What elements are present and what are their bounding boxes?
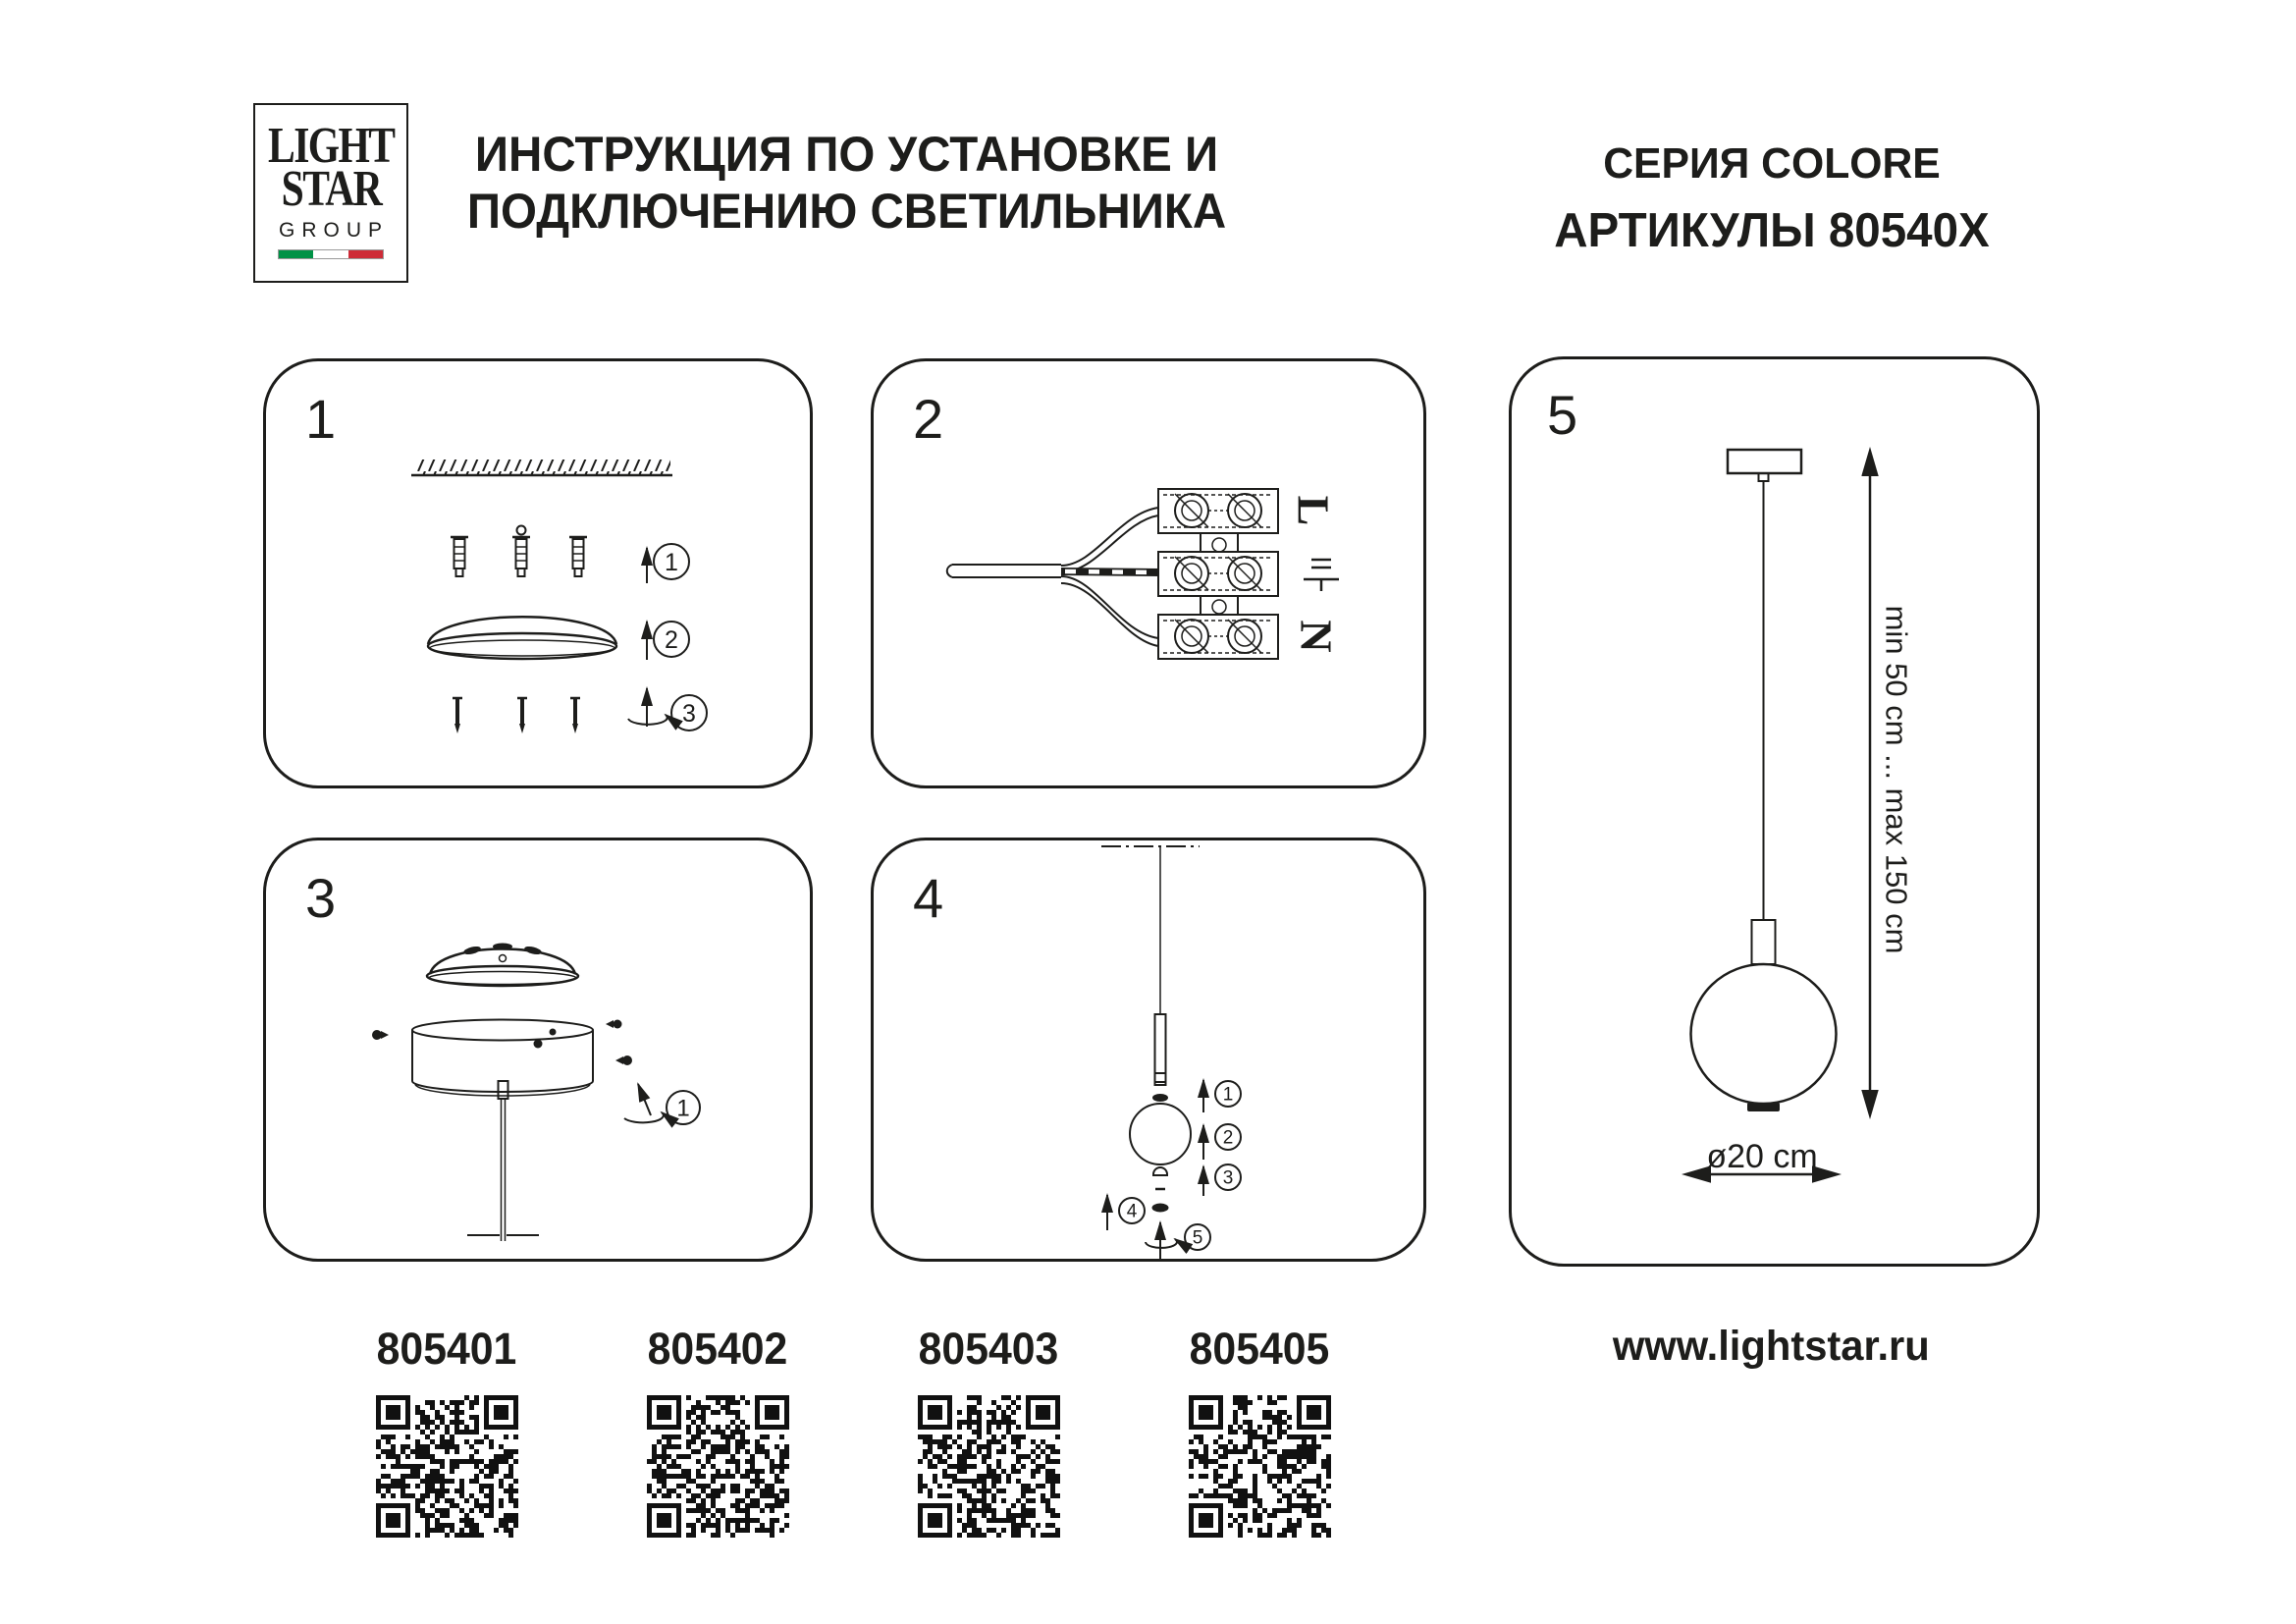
step-1-rotate-arrow: [624, 1084, 700, 1124]
panel-2-number: 2: [913, 388, 944, 450]
power-cable: [947, 508, 1160, 646]
panel-step-2: [871, 358, 1426, 788]
logo-word-group: GROUP: [278, 219, 389, 242]
logo-word-star: STAR: [281, 161, 381, 217]
article-column-2: [610, 1324, 826, 1538]
qr-code: [376, 1395, 518, 1538]
flag-green: [279, 250, 313, 258]
ground-symbol: [1304, 560, 1339, 591]
article-number: 805405: [1189, 1324, 1330, 1374]
series-header: [1534, 139, 2010, 258]
panel-1-diagram: [266, 361, 810, 785]
suspension-assembly: [1130, 847, 1191, 1213]
terminal-row-L: [1158, 489, 1278, 533]
panel-4-number: 4: [913, 867, 944, 929]
website-url: www.lightstar.ru: [1612, 1323, 1930, 1370]
panel-4-assembly-diagram: [874, 840, 1423, 1259]
panel-step-5: [1509, 356, 2040, 1267]
canopy-cover: [427, 944, 578, 987]
lamp-body: [412, 1020, 593, 1097]
ceiling-hatch: [411, 460, 672, 475]
step-1-arrow: [647, 544, 689, 583]
title-line-2: ПОДКЛЮЧЕНИЮ СВЕТИЛЬНИКА: [466, 184, 1227, 239]
step-5-rotate-arrow: [1146, 1222, 1210, 1259]
series-articles: АРТИКУЛЫ 80540X: [1554, 204, 1990, 257]
svg-text:1: 1: [665, 549, 678, 576]
pendant-lamp-drawing: [1691, 450, 1837, 1111]
diameter-label: ø20 cm: [1706, 1138, 1818, 1175]
panel-step-4: [871, 838, 1426, 1262]
panel-step-3: [263, 838, 813, 1262]
step-3-rotate-arrow: [628, 688, 707, 731]
panel-2-wiring-diagram: [874, 361, 1423, 785]
svg-text:5: 5: [1192, 1227, 1203, 1249]
lightstar-logo: [253, 103, 408, 283]
series-name: СЕРИЯ COLORE: [1603, 139, 1941, 188]
panel-step-1: [263, 358, 813, 788]
svg-text:3: 3: [1222, 1167, 1234, 1189]
page-title: [466, 126, 1226, 240]
height-range-label: min 50 cm ... max 150 cm: [1879, 605, 1914, 954]
svg-text:2: 2: [665, 626, 678, 654]
flag-red: [348, 250, 383, 258]
svg-text:4: 4: [1126, 1201, 1138, 1222]
panel-1-number: 1: [305, 388, 337, 450]
article-number: 805403: [918, 1324, 1059, 1374]
title-line-1: ИНСТРУКЦИЯ ПО УСТАНОВКЕ И: [474, 127, 1219, 182]
screw-icons: [453, 698, 580, 733]
article-column-1: [339, 1324, 555, 1538]
qr-code: [647, 1395, 789, 1538]
panel-3-diagram: [266, 840, 810, 1259]
article-column-4: [1151, 1324, 1367, 1538]
panel-5-number: 5: [1547, 384, 1578, 446]
panel-5-dimensions-diagram: [1512, 359, 2037, 1264]
terminal-row-N: [1158, 615, 1278, 659]
panel-3-number: 3: [305, 867, 337, 929]
italian-flag-icon: [278, 249, 384, 259]
step-4-arrow: [1107, 1195, 1145, 1230]
qr-code: [918, 1395, 1060, 1538]
label-live: L: [1288, 495, 1339, 526]
article-number: 805402: [647, 1324, 788, 1374]
label-neutral: N: [1291, 620, 1342, 653]
suspension-rod: [467, 1081, 539, 1241]
article-column-3: [881, 1324, 1096, 1538]
wall-plug-icons: [451, 526, 587, 577]
svg-text:1: 1: [1222, 1084, 1234, 1106]
logo-word-light: LIGHT: [267, 118, 395, 174]
svg-text:3: 3: [682, 700, 696, 728]
step-2-arrow: [647, 622, 689, 660]
flag-white: [313, 250, 347, 258]
diameter-dimension: [1686, 1138, 1837, 1175]
terminal-block: [1158, 489, 1278, 659]
terminal-row-ground: [1158, 552, 1278, 596]
ceiling-canopy: [428, 617, 616, 659]
svg-text:1: 1: [676, 1095, 690, 1122]
svg-text:2: 2: [1222, 1127, 1234, 1149]
article-number: 805401: [376, 1324, 517, 1374]
qr-code: [1189, 1395, 1331, 1538]
height-dimension: [1870, 452, 1914, 1114]
step-arrows-right: [1203, 1080, 1241, 1196]
